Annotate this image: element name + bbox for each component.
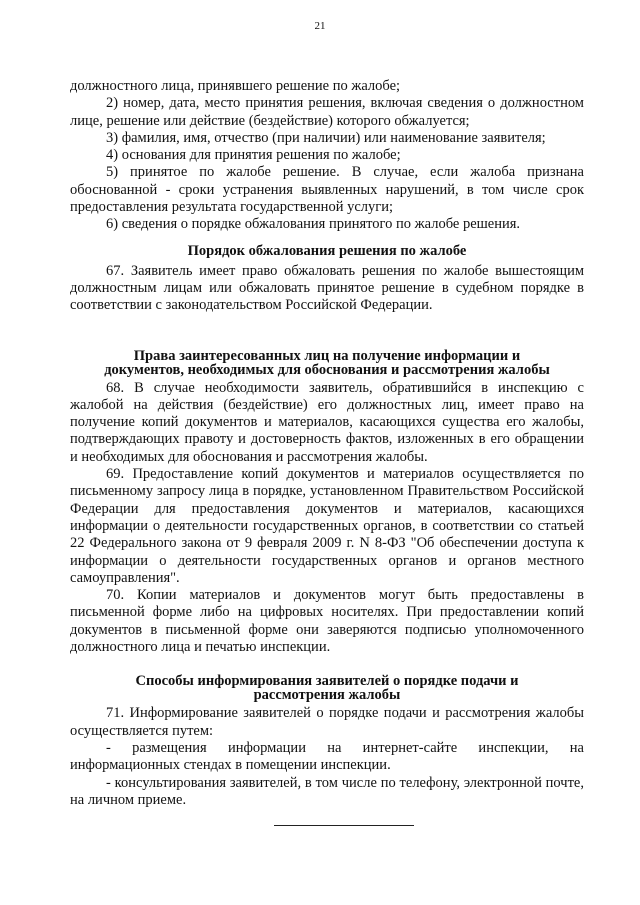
section-heading-rights-line1: Права заинтересованных лиц на получение информации и <box>133 347 521 364</box>
document-body <box>70 78 584 809</box>
list-item: 5) принятое по жалобе решение. В случае, если жалоба признана обоснованной - сроки устранения выявленных нарушений, в том числе срок предоставления результата государственной услуги; <box>70 164 584 216</box>
paragraph-68: 68. В случае необходимости заявитель, обратившийся в инспекцию с жалобой на действия (бездействие) его должностных лиц, имеет право на получение копий документов и материалов, касающихся существа его жалобы, подтверждающих правоту и достоверность фактов, изложенных в его обращении и необходимых для обоснования и рассмотрения жалобы. <box>70 379 584 465</box>
list-item: 4) основания для принятия решения по жалобе; <box>106 147 401 164</box>
paragraph-71: 71. Информирование заявителей о порядке подачи и рассмотрения жалобы осуществляется путем: <box>70 705 584 739</box>
bullet-item: - размещения информации на интернет-сайте инспекции, на информационных стендах в помещении инспекции. <box>70 739 584 774</box>
end-divider <box>274 825 414 826</box>
list-item: должностного лица, принявшего решение по жалобе; <box>70 78 401 94</box>
section-heading-methods-line2: рассмотрения жалобы <box>253 687 401 704</box>
section-heading-rights-line2: документов, необходимых для обоснования и рассмотрения жалобы <box>104 361 550 378</box>
list-item: 6) сведения о порядке обжалования принятого по жалобе решения. <box>106 216 521 233</box>
section-heading-rights <box>70 349 584 377</box>
section-heading-methods-line1: Способы информирования заявителей о порядке подачи и <box>135 673 519 690</box>
paragraph-70: 70. Копии материалов и документов могут быть предоставлены в письменной форме либо на цифровых носителях. При предоставлении копий документов в письменной форме они заверяются подписью уполномоченного должностного лица и печатью инспекции. <box>70 587 584 656</box>
page-number: 21 <box>314 20 326 32</box>
paragraph-67: 67. Заявитель имеет право обжаловать решения по жалобе вышестоящим должностным лицам или обжаловать принятое решение в судебном порядке в соответствии с законодательством Российской Федерации. <box>70 262 584 314</box>
bullet-item: - консультирования заявителей, в том числе по телефону, электронной почте, на личном приеме. <box>70 774 584 808</box>
list-item: 2) номер, дата, место принятия решения, включая сведения о должностном лице, решение или действие (бездействие) которого обжалуется; <box>70 95 584 129</box>
section-heading-methods <box>70 674 584 702</box>
list-item: 3) фамилия, имя, отчество (при наличии) или наименование заявителя; <box>106 129 546 146</box>
paragraph-69: 69. Предоставление копий документов и материалов осуществляется по письменному запросу лица в порядке, установленном Правительством Российской Федерации для предоставления документов и материалов, касающихся информации о деятельности государственных органов, в соответствии со статьей 22 Федерального закона от 9 февраля 2009 г. N 8-ФЗ "Об обеспечении доступа к информации о деятельности государственных органов и органов местного самоуправления". <box>70 466 584 586</box>
section-heading-appeal: Порядок обжалования решения по жалобе <box>187 242 467 259</box>
